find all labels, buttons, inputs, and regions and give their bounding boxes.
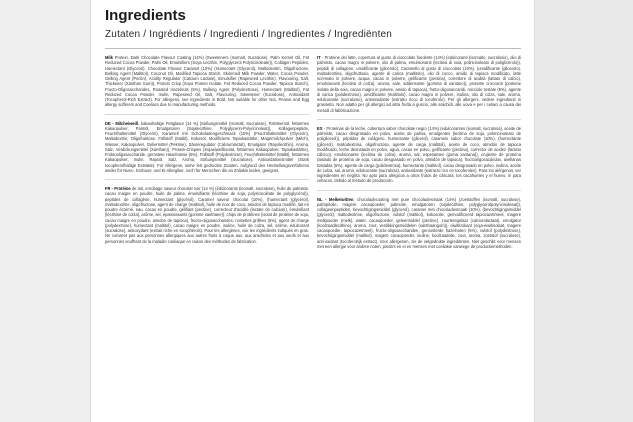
text-es: - Proteínas de la leche, cobertura sabor chocolate negro (14%) (edulcorantes (isomalt, sucralosa), aceite de palmiste, cacao desgrasado en polvo, aceite de palma, emulgentes (lecitina de soja, polirricinoleato de poliglicerol)), péptidos de colágeno, humectante (glicerol), caramelo sabor chocolate (10%), (humectante (glicerol), maltodextrina, oligofructosa, agente de carga (maltitol), aceite de coco, almidón de tapioca modificado, leche desnatada en polvo, agua, cacao en polvo, gelificante (pectina), corrector de acidez (lactato cálcico), emulsionante (lecitina de colza), aroma, sal, espesantes (goma xantana)), crujiente de proteína (aislado de proteína de soja, cacao desgrasado en polvo, almidón de tapioca), fructooligosacáridos, avellanas tostadas (5%), agente de carga (polidextrosa), humectante (maltitol), cacao desgrasado en polvo, inulina, aceite de colza, sal, aroma, edulcorante (sucralosa), antioxidante (extracto rico en tocoferoles). Para los alérgenos, ver ingredientes en negrita. No apto para alérgicos a otros frutos de cáscara, los cacahuetes y el huevo, ni para celíacos, debido al método de producción. [317, 125, 521, 184]
background-panel-left [0, 0, 90, 422]
text-nl: , chocoladecoating met pure chocoladesmaak (14%) (zoetstoffen (isomalt, sucralose), palmpitolie, magere cacaopoeder, palmolie, emulgatoren (sojalecithine, polyglycerolpolyricinoleaat)), collageenpeptiden, bevochtigingsmiddel (glycerol), caramel met chocoladesmaak (10%), (bevochtigingsmiddel (glycerol), maltodextrine, oligofructose, vulstof (maltitol), kokosolie, gemodificeerd tapiocazetmeel, magere melkpoeder (melk), water, cacaopoeder, geleermiddel (pectine), zuurteregelaar (calciumlactaat), emulgator (koolzaadlecithine), aroma, zout, verdikkingsmiddelen (xanthaangom)), eiwitkrokant (soja-eiwitisolaat, magere cacaopoeder, tapiocazetmeel), fructo-oligosacchariden, geroosterde hazelnoten (5%), vulstof (polydextrose), bevochtigingsmiddel (maltitol), magere cacaopoeder, inuline, koolzaadolie, zout, aroma, zoetstof (sucralose), anti-oxidant (tocoferolrijk extract). Voor allergenen, zie de vetgedrukte ingrediënten. Niet geschikt voor mensen met een allergie voor andere noten, pinda's en ei en mensen met coeliakie vanwege de productiemethoden. [317, 196, 521, 249]
ingredients-fr [105, 186, 309, 244]
column-right [317, 55, 521, 255]
lead-fr: FR - Protéine [105, 186, 131, 191]
lead-en: Milk [105, 55, 113, 60]
ingredients-es [317, 126, 521, 184]
page-subtitle: Zutaten / Ingrédients / Ingredienti / Ingredientes / Ingrediënten [105, 29, 393, 40]
ingredients-columns [105, 55, 521, 255]
background-panel-right [533, 0, 633, 422]
page-title: Ingredients [105, 7, 186, 24]
text-it: - Proteine del latte, copertura al gusto di cioccolato fondente (14%) (edulcoranti (isomalto, sucralosio), olio di palmisto, cacao magro in polvere, olio di palma, emulsionanti (lecitina di soia, poliricinoleato di poliglicerolo)), peptidi di collagene, umidificante (glicerolo), Caramello al gusto di cioccolato (10%), (umidificante (glicerolo), maltodestrina, oligofruttosio, agente di carica (maltitolo), olio di cocco, amido di tapioca modificato, latte scremato in polvere, acqua, cacao in polvere, gelificante (pectina), correttore di acidità (lattato di calcio), emulsionanti (lecitina di colza), aroma, sale, addensante (gomma di xantano)), proteine croccanti (proteine isolate della soia, cacao magro in polvere, amido di tapioca), frutto-oligosaccaridi, nocciole tostate (5%), agente di carica (polidestrosio), umidificante (maltitolo), cacao magro in polvere, inulina, olio di colza, sale, aroma, edulcorante (sucralosio), antiossidante (estratto ricco di tocoferolo). Per gli allergeni, vedere ingredienti in grassetto. Non adatto per gli allergici ad altra frutta a guscio, alle arachidi, alle uova e per i celiaci a causa dei metodi di fabbricazione. [317, 55, 521, 113]
lead-it: IT [317, 55, 321, 60]
ingredients-de [105, 121, 309, 174]
ingredients-card [90, 0, 535, 422]
section-divider [105, 114, 309, 115]
lead-es: ES [317, 125, 323, 131]
ingredients-it [317, 55, 521, 113]
header-divider [105, 48, 521, 49]
section-divider [317, 190, 521, 191]
lead-nl: NL - Melkeiwitten [317, 196, 354, 202]
ingredients-nl [317, 197, 521, 250]
section-divider [317, 119, 521, 120]
text-fr: de lait, enrobage saveur chocolat noir (14 %) (édulcorants (isomalt, sucralose), huile de palmiste, cacao maigre en poudre, huile de palme, émulsifiants (lécithine de soja, polyricinoléate de polyglycérol)), peptides de collagène, humectant (glycérol), Caramel saveur chocolat (10%), (humectant (glycérol), maltodextrine, oligofructose, agent de charge (maltitol), huile de noix de coco, amidon de tapioca modifié, lait en poudre écrémé, eau, cacao en poudre, gélifiant (pectine), correcteur d'acidité (lactate de calcium), émulsifiant (lécithine de colza), arôme, sel, épaississants (gomme xanthane)), chips de protéines (isolat de protéine de soja, cacao maigre en poudre, amidon de tapioca), fructo-oligosaccharides, noisettes grillées (5%), agent de charge (polydextrose), humectant (maltitol), cacao maigre en poudre, inuline, huile de colza, sel, arôme, édulcorant (sucralose), antioxydant (extrait riche en tocophérols). Pour les allergènes, voir les ingrédients indiqués en gras. Ne convient pas aux personnes allergiques aux autres fruits à coque aux, aux arachides et aux oeufs et aux personnes souffrant de la maladie coeliaque en raison des méthodes de fabrication. [105, 186, 309, 244]
text-de: , kakaohaltige Fettglasur (14 %) (Süßungsmittel (Isomalt, Sucralose), Palmkernöl, fettarmes Kakaopulver, Palmöl, Emulgatoren (Sojalecithine, Polyglycerin-Polyricinoleat)), Kollagenpeptide, Feuchthaltemittel (Glycerin), Karamell mit Schokoladengeschmack (10%) (Feuchthaltemittel (Glycerin), Maltodextrin, Oligofruktose, Füllstoff (Maltit), Kokosöl, Modifizierte Tapiokastärke, Magermilchpulver (Milch), Wasser, Kakaopulver, Geliermittel (Pektine), Säureregulator (Calciumlactat), Emulgator (Rapslecithin), Aroma, Salz, Verdickungsmittel (Xanthan)), Protein-Crispies (Sojaeiweißisolat, fettarmes Kakaopulver, Tapiokastärke), Fruktooligosaccharide, geröstete Haselnüsse (5%), Füllstoff (Polydextrose), Feuchthaltemittel (Maltit), fettarmes Kakaopulver, Inulin, Rapsöl, Salz, Aroma, Süßungsmittel (Sucralose), Antioxidationsmittel (Stark tocopherolhaltige Extrakte). Für Allergene, siehe fett gedruckte Zutaten. Aufgrund des Herstellungsverfahrens weder für Nuss-, Erdnuss- und Ei-Allergiker, noch für Menschen die an Zöliakie leiden, geeignet. [105, 120, 309, 173]
lead-de: DE - Milcheiweiß [105, 120, 139, 126]
card-content [105, 6, 521, 255]
ingredients-en [105, 55, 309, 108]
text-en: Protein, Dark Chocolate Flavour Coating (14%) (Sweeteners (Isomalt, Sucralose), Palm Kernel Oil, Fat Reduced Cocoa Powder, Palm Oil, Emulsifiers (Soya Lecithin, Polyglycerol Polyricinoleate)), Collagen Peptides, Humectant (Glycerol), Chocolate Flavour Caramel (10%) (Humectant (Glycerol), Maltodextrin, Oligofructose, Bulking Agent (Maltitol), Coconut Oil, Modified Tapioca Starch, Skimmed Milk Powder, Water, Cocoa Powder, Gelling Agent (Pectin), Acidity Regulator (Calcium Lactate), Emulsifier (Rapeseed Lecithin), Flavouring, Salt, Thickener (Xanthan Gum)), Protein Crisp (Soya Protein Isolate, Fat Reduced Cocoa Powder, Tapioca Starch), Fructo-Oligosaccharides, Roasted Hazelnuts (5%), Bulking Agent (Polydextrose), Humectant (Maltitol), Fat Reduced Cocoa Powder, Inulin, Rapeseed Oil, Salt, Flavouring, Sweetener (Sucralose), Antioxidant (Tocopherol-Rich Extract). For allergens, see ingredients in Bold. Not suitable for other Nut, Peanut and Egg allergy sufferers and Coeliacs due to manufacturing methods. [105, 55, 309, 108]
section-divider [105, 179, 309, 180]
column-left [105, 55, 309, 255]
